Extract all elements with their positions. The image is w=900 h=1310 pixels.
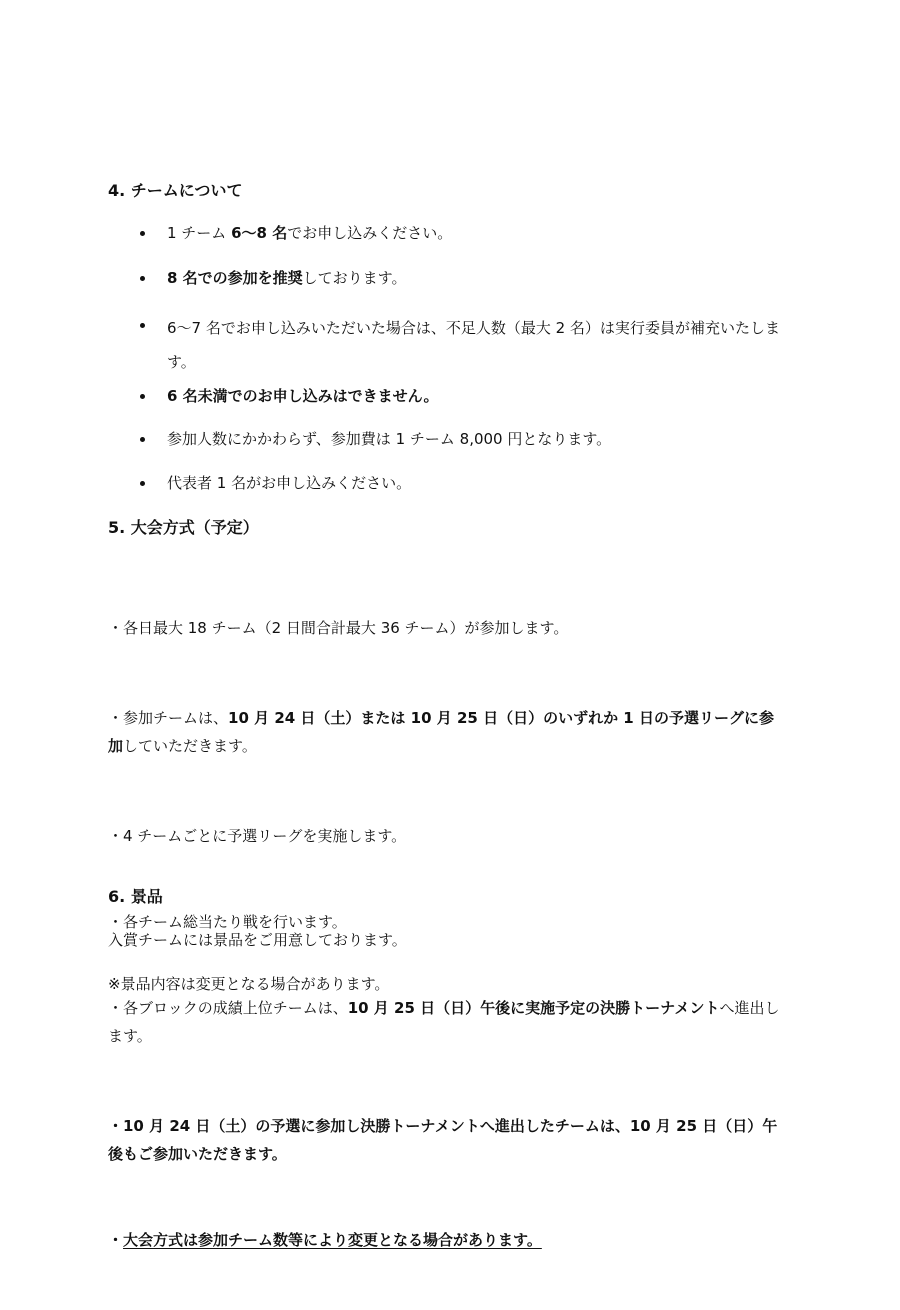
text-run: していただきます。: [123, 737, 257, 755]
section-5-line-7: [108, 1226, 788, 1254]
section-4-item-6: [140, 469, 800, 497]
text-run: ・4 チームごとに予選リーグを実施します。: [108, 827, 407, 845]
bullet-icon: [140, 231, 145, 236]
section-6-line-2: ※景品内容は変更となる場合があります。: [108, 975, 390, 993]
section-4-item-3: [140, 311, 800, 379]
text-run: しております。: [302, 269, 407, 287]
section-5-line-6: [108, 1112, 788, 1168]
text-run-bold: 6〜8 名: [231, 224, 288, 242]
section-4-heading: 4. チームについて: [108, 181, 243, 200]
section-4-item-1: [140, 219, 800, 247]
bullet-icon: [140, 394, 145, 399]
bullet-icon: [140, 481, 145, 486]
text-run: ・各チーム総当たり戦を行います。: [108, 913, 347, 931]
section-4-item-4: [140, 382, 800, 410]
section-5-line-1: [108, 614, 788, 642]
section-4-item-5: [140, 425, 800, 453]
text-run: ・各ブロックの成績上位チームは、: [108, 999, 348, 1017]
section-6-line-1: 入賞チームには景品をご用意しております。: [108, 931, 407, 949]
text-run-bold-underline: 大会方式は参加チーム数等により変更となる場合があります。: [123, 1231, 542, 1249]
section-4-item-2: [140, 264, 800, 292]
text-run: 代表者 1 名がお申し込みください。: [167, 474, 412, 492]
section-5-line-2: [108, 704, 788, 760]
section-6-heading: 6. 景品: [108, 887, 163, 906]
text-run-bold: 10 月 25 日（日）午後に実施予定の決勝トーナメント: [347, 999, 720, 1017]
bullet-icon: [140, 323, 145, 328]
text-run: ・各日最大 18 チーム（2 日間合計最大 36 チーム）が参加します。: [108, 619, 569, 637]
text-run: でお申し込みください。: [287, 224, 453, 242]
section-5-line-5: [108, 994, 788, 1050]
text-run-bold: ・10 月 24 日（土）の予選に参加し決勝トーナメントへ進出したチームは、10 月 25 日（日）午後もご参加いただきます。: [108, 1117, 778, 1163]
text-run: へ進出します。: [108, 999, 780, 1045]
text-run: 1 チーム: [167, 224, 232, 242]
bullet-icon: [140, 276, 145, 281]
text-run-bold: 10 月 24 日（土）または 10 月 25 日（日）のいずれか 1 日の予選リーグに参加: [108, 709, 774, 755]
text-run-bold: 6 名未満でのお申し込みはできません。: [167, 387, 439, 405]
text-run: 参加人数にかかわらず、参加費は 1 チーム 8,000 円となります。: [167, 430, 612, 448]
text-run: ・参加チームは、: [108, 709, 229, 727]
section-5-heading: 5. 大会方式（予定）: [108, 518, 259, 537]
section-5-line-3: [108, 822, 788, 850]
text-run-bold: ・: [108, 1231, 124, 1249]
bullet-icon: [140, 437, 145, 442]
text-run: 6〜7 名でお申し込みいただいた場合は、不足人数（最大 2 名）は実行委員が補充いたします。: [167, 319, 780, 371]
text-run-bold: 8 名での参加を推奨: [167, 269, 303, 287]
